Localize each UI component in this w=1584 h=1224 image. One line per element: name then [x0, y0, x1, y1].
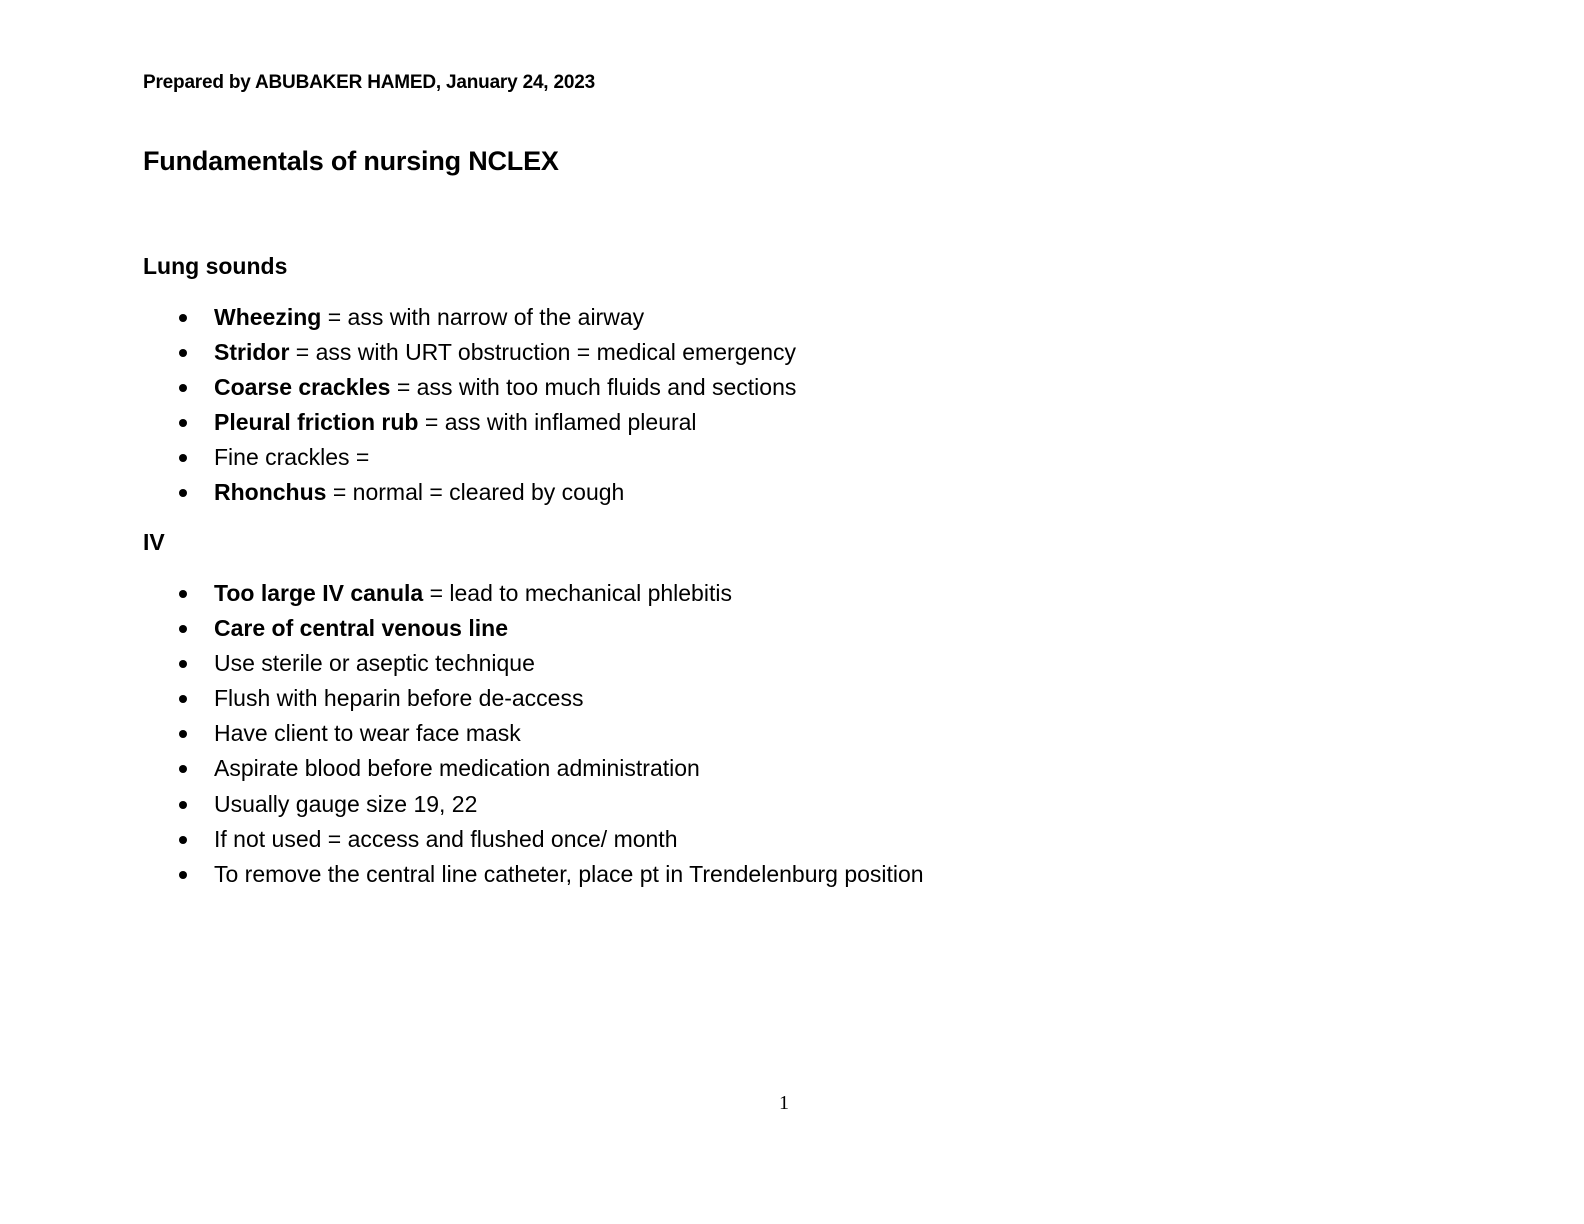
- page-number: 1: [779, 1092, 789, 1114]
- document-title: Fundamentals of nursing NCLEX: [143, 146, 559, 176]
- list-item-text: [214, 787, 477, 822]
- list-item-term: Pleural friction rub: [214, 409, 419, 436]
- list-item-text: [214, 857, 924, 892]
- list-item-term: Too large IV canula: [214, 580, 424, 606]
- list-item-description: = ass with too much fluids and sections: [390, 374, 797, 401]
- section-heading-lung-sounds: Lung sounds: [143, 253, 288, 279]
- list-item-description: Aspirate blood before medication administration: [214, 755, 700, 782]
- list-item-text: [214, 335, 796, 370]
- list-item-description: = ass with inflamed pleural: [418, 409, 697, 436]
- bullet-icon: [179, 836, 187, 844]
- bullet-icon: [179, 695, 187, 703]
- list-item-text: [214, 576, 732, 611]
- list-item-text: [214, 440, 369, 475]
- list-item-description: To remove the central line catheter, place pt in Trendelenburg position: [214, 860, 924, 887]
- bullet-icon: [179, 384, 187, 392]
- list-item-term: Stridor: [214, 339, 290, 366]
- list-item-text: [214, 405, 697, 440]
- list-item-term: Rhonchus: [214, 479, 327, 506]
- list-item-description: = normal = cleared by cough: [326, 479, 625, 506]
- list-item-description: Use sterile or aseptic technique: [214, 650, 535, 677]
- list-item-text: [214, 611, 508, 646]
- bullet-icon: [179, 625, 187, 633]
- list-item-term: Wheezing: [214, 304, 322, 330]
- list-item-text: [214, 822, 678, 857]
- list-item-text: [214, 475, 624, 510]
- list-item-description: Have client to wear face mask: [214, 720, 521, 747]
- list-item-text: [214, 751, 700, 786]
- prepared-by-header: Prepared by ABUBAKER HAMED, January 24, 2023: [143, 72, 595, 93]
- bullet-icon: [179, 349, 187, 357]
- bullet-icon: [179, 730, 187, 738]
- list-item-description: = ass with URT obstruction = medical emergency: [289, 339, 797, 366]
- list-item-description: If not used = access and flushed once/ month: [214, 825, 678, 852]
- list-item-description: Flush with heparin before de-access: [214, 685, 584, 712]
- bullet-icon: [179, 454, 187, 462]
- bullet-icon: [179, 801, 187, 809]
- list-item-description: Fine crackles =: [214, 444, 370, 471]
- list-item-description: Usually gauge size 19, 22: [214, 790, 478, 817]
- bullet-icon: [179, 765, 187, 773]
- bullet-icon: [179, 871, 187, 879]
- list-item-text: [214, 716, 521, 751]
- list-item-term: Coarse crackles: [214, 374, 391, 401]
- bullet-icon: [179, 314, 187, 322]
- list-item-text: [214, 681, 583, 716]
- list-item-description: = ass with narrow of the airway: [321, 304, 645, 330]
- list-item-text: [214, 300, 644, 335]
- list-item-text: [214, 646, 535, 681]
- list-item-text: [214, 370, 796, 405]
- bullet-icon: [179, 660, 187, 668]
- bullet-icon: [179, 489, 187, 497]
- list-item-term: Care of central venous line: [214, 615, 508, 642]
- list-item-description: = lead to mechanical phlebitis: [423, 580, 732, 606]
- section-heading-iv: IV: [143, 529, 165, 555]
- bullet-icon: [179, 590, 187, 598]
- bullet-icon: [179, 419, 187, 427]
